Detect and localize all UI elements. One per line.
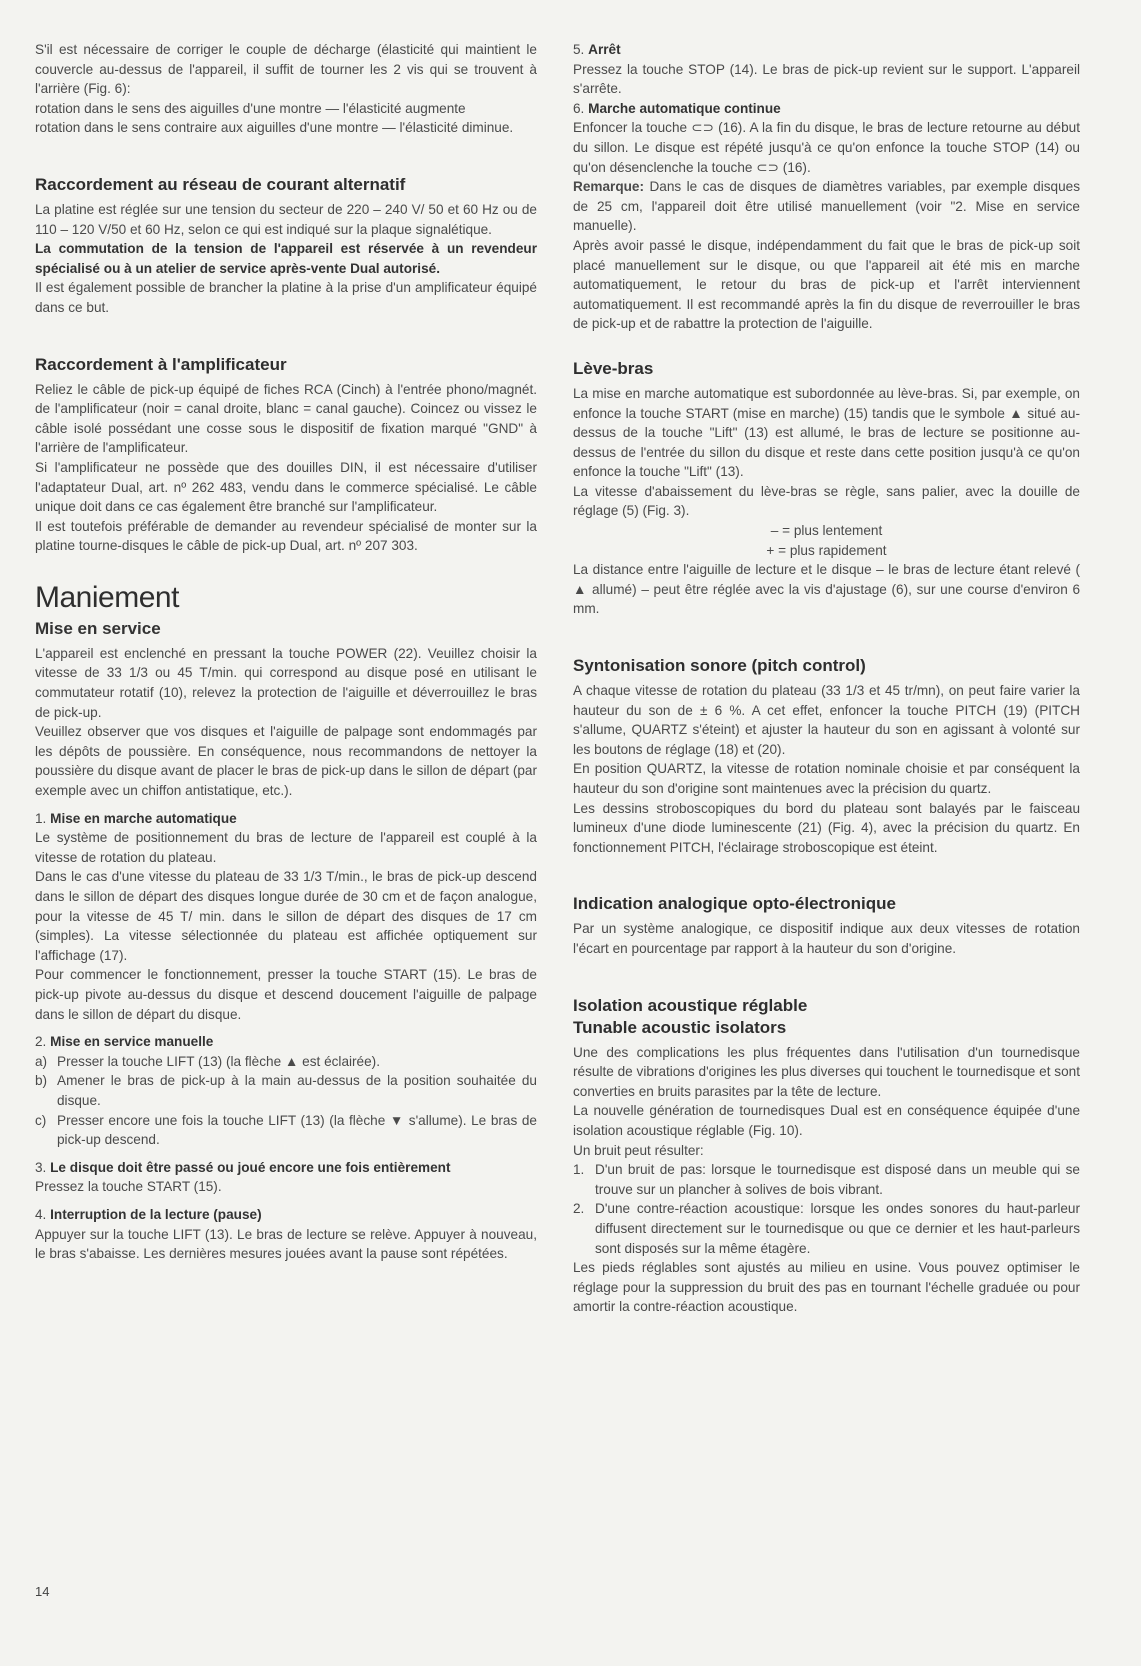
heading-maniement: Maniement [35, 580, 179, 614]
step-3-heading: 3. Le disque doit être passé ou joué encore une fois entièrement [35, 1159, 451, 1175]
ampli-paragraph-2: Si l'amplificateur ne possède que des douilles DIN, il est nécessaire d'utiliser l'adaptateur Dual, art. nº 262 483, vendu dans le commerce spécialisé. Le câble unique doit dans ce cas également être branché sur l'amplificateur. [35, 459, 537, 515]
leve-paragraph-1: La mise en marche automatique est subordonnée au lève-bras. Si, par exemple, on enfonce la touche START (mise en marche) (15) tandis que le symbole ▲ situé au-dessus de la touche "Lift" (13) est allumé, le bras de lecture se positionne au-dessus de l'entrée du sillon du disque et reste dans cette position jusqu'à ce qu'on enfonce la touche "Lift" (13). [573, 385, 1080, 480]
isolation-paragraph-4: Les pieds réglables sont ajustés au milieu en usine. Vous pouvez optimiser le réglage pour la suppression du bruit des pas en tournant l'échelle graduée ou pour amortir la contre-réaction acoustique. [573, 1260, 1080, 1315]
pitch-paragraph-1: A chaque vitesse de rotation du plateau (33 1/3 et 45 tr/mn), on peut faire varier la hauteur du son de ± 6 %. A cet effet, enfoncer la touche PITCH (19) (PITCH s'allume, QUARTZ s'éteint) et ajuster la hauteur du son en agissant à volonté sur les boutons de réglage (18) et (20). [573, 683, 1080, 757]
section-title-leve-bras: Lève-bras [573, 358, 654, 378]
step-5-heading: 5. Arrêt [573, 42, 621, 57]
maniement-paragraph-2: Veuillez observer que vos disques et l'aiguille de palpage sont endommagés par les dépôts de poussière. En conséquence, nous recommandons de nettoyer la poussière du disque avant de placer le bras de pick-up dans le sillon de départ (par exemple avec un chiffon antistatique, etc.). [35, 724, 537, 799]
reseau-paragraph-1: La platine est réglée sur une tension du secteur de 220 – 240 V/ 50 et 60 Hz ou de 110 – 120 V/50 et 60 Hz, selon ce qui est indiqué sur la plaque signalétique. [35, 201, 537, 237]
isolation-item-2: 2. D'une contre-réaction acoustique: lorsque les ondes sonores du haut-parleur diffusent directement sur le tournedisque ou que ce dernier et les haut-parleurs sont disposés sur la même étagère. [573, 1201, 1080, 1256]
pitch-paragraph-3: Les dessins stroboscopiques du bord du plateau sont balayés par le faisceau lumineux d'une diode luminescente (21) (Fig. 4), avec la précision du quartz. En fonctionnement PITCH, l'éclairage stroboscopique est éteint. [573, 800, 1080, 855]
section-title-pitch: Syntonisation sonore (pitch control) [573, 656, 866, 676]
step-5-paragraph: Pressez la touche STOP (14). Le bras de pick-up revient sur le support. L'appareil s'arrête. [573, 61, 1080, 97]
left-column [35, 40, 537, 1264]
reseau-paragraph-2: La commutation de la tension de l'appareil est réservée à un revendeur spécialisé ou à un atelier de service après-vente Dual autorisé. [35, 241, 537, 276]
intro-paragraph: S'il est nécessaire de corriger le couple de décharge (élasticité qui maintient le couvercle au-dessus de l'appareil, il suffit de tourner les 2 vis qui se trouvent à l'arrière (Fig. 6): [35, 42, 537, 97]
apres-paragraph: Après avoir passé le disque, indépendamment du fait que le bras de pick-up soit placé manuellement sur le disque, ou que l'appareil ait été mis en marche automatiquement, le retour du bras de pick-up et l'arrêt interviennent automatiquement. Il est recommandé après la fin du disque de reverrouiller le bras de pick-up et de rabattre la protection de l'aiguille. [573, 237, 1080, 332]
isolation-paragraph-3: Un bruit peut résulter: [573, 1142, 704, 1158]
isolation-item-1: 1. D'un bruit de pas: lorsque le tournedisque est disposé dans un meuble qui se trouve sur un plancher à solives de bois vibrant. [573, 1162, 1080, 1197]
ampli-paragraph-3: Il est toutefois préférable de demander au revendeur spécialisé de monter sur la platine tourne-disques le câble de pick-up Dual, art. nº 207 303. [35, 518, 537, 554]
step-1-paragraph-3: Pour commencer le fonctionnement, presser la touche START (15). Le bras de pick-up pivote au-dessus du disque et descend doucement l'aiguille de palpage dans le sillon de départ du disque. [35, 967, 537, 1022]
intro-clockwise: rotation dans le sens des aiguilles d'une montre — l'élasticité augmente [35, 100, 466, 116]
section-title-ampli: Raccordement à l'amplificateur [35, 354, 287, 374]
step-3-paragraph: Pressez la touche START (15). [35, 1179, 222, 1195]
isolation-paragraph-1: Une des complications les plus fréquentes dans l'utilisation d'un tournedisque résulte de vibrations d'origines les plus diverses qui touchent le tournedisque et sont converties en bruits parasites par la tête de lecture. [573, 1044, 1080, 1099]
step-1-paragraph-2: Dans le cas d'une vitesse du plateau de 33 1/3 T/min., le bras de pick-up descend dans le sillon de départ des disques longue durée de 30 cm et de façon analogue, pour la vitesse de 45 T/ min. dans le sillon de départ des disques de 17 cm (simples). La vitesse sélectionnée du plateau est affichée optiquement sur l'affichage (17). [35, 869, 537, 963]
reseau-paragraph-3: Il est également possible de brancher la platine à la prise d'un amplificateur équipé dans ce but. [35, 280, 537, 315]
pitch-paragraph-2: En position QUARTZ, la vitesse de rotation nominale choisie et par conséquent la hauteur du son d'origine sont maintenues avec la précision du quartz. [573, 761, 1080, 796]
section-title-indication: Indication analogique opto-électronique [573, 894, 897, 914]
right-column [573, 40, 1080, 1317]
remarque-paragraph: Remarque: Dans le cas de disques de diamètres variables, par exemple disques de 25 cm, l'appareil doit être utilisé manuellement (voir "2. Mise en service manuelle). [573, 179, 1080, 234]
step-4-paragraph: Appuyer sur la touche LIFT (13). Le bras de lecture se relève. Appuyer à nouveau, le bras s'abaisse. Les dernières mesures jouées avant la pause sont répétées. [35, 1226, 537, 1262]
section-title-isolation: Isolation acoustique réglable [573, 995, 808, 1015]
ampli-paragraph-1: Reliez le câble de pick-up équipé de fiches RCA (Cinch) à l'entrée phono/magnét. de l'amplificateur (noir = canal droite, blanc = canal gauche). Coincez ou vissez le câble isolé possédant une cosse sous le dispositif de fixation marqué "GND" à l'arrière de l'amplificateur. [35, 381, 537, 456]
indication-paragraph: Par un système analogique, ce dispositif indique aux deux vitesses de rotation l'écart en pourcentage par rapport à la hauteur du son d'origine. [573, 921, 1080, 956]
step-2-item-a: a) Presser la touche LIFT (13) (la flèche ▲ est éclairée). [35, 1053, 380, 1069]
step-2-item-c: c) Presser encore une fois la touche LIFT (13) (la flèche ▼ s'allume). Le bras de pick-up descend. [35, 1112, 537, 1148]
step-1-paragraph-1: Le système de positionnement du bras de lecture de l'appareil est couplé à la vitesse de rotation du plateau. [35, 830, 537, 865]
step-2-heading: 2. Mise en service manuelle [35, 1034, 214, 1050]
leve-paragraph-2: La vitesse d'abaissement du lève-bras se règle, sans palier, avec la douille de réglage (5) (Fig. 3). [573, 483, 1080, 519]
section-title-isolation-en: Tunable acoustic isolators [573, 1017, 787, 1037]
subheading-mise-en-service: Mise en service [35, 618, 161, 638]
leve-paragraph-3: La distance entre l'aiguille de lecture et le disque – le bras de lecture étant relevé ( ▲ allumé) – peut être réglée avec la vis d'ajustage (6), sur une course d'environ 6 mm. [573, 562, 1080, 617]
section-title-reseau: Raccordement au réseau de courant alternatif [35, 174, 406, 194]
step-6-heading: 6. Marche automatique continue [573, 100, 781, 116]
step-6-paragraph: Enfoncer la touche ⊂⊃ (16). A la fin du disque, le bras de lecture retourne au début du sillon. Le disque est répété jusqu'à ce qu'on enfonce la touche STOP (14) ou qu'on désenclenche la touche ⊂⊃ (16). [573, 120, 1080, 175]
step-4-heading: 4. Interruption de la lecture (pause) [35, 1206, 262, 1222]
step-1-heading: 1. Mise en marche automatique [35, 810, 237, 826]
page-number: 14 [35, 1584, 50, 1599]
intro-counterclockwise: rotation dans le sens contraire aux aiguilles d'une montre — l'élasticité diminue. [35, 120, 514, 136]
step-2-item-b: b) Amener le bras de pick-up à la main au-dessus de la position souhaitée du disque. [35, 1073, 537, 1108]
isolation-paragraph-2: La nouvelle génération de tournedisques Dual est en conséquence équipée d'une isolation acoustique réglable (Fig. 10). [573, 1103, 1080, 1138]
leve-plus-line: + = plus rapidement [766, 542, 887, 558]
leve-minus-line: – = plus lentement [770, 523, 883, 539]
maniement-paragraph-1: L'appareil est enclenché en pressant la touche POWER (22). Veuillez choisir la vitesse de 33 1/3 ou 45 T/min. qui correspond au disque posé en utilisant le commutateur rotatif (10), relevez la protection de l'aiguille et déverrouillez le bras de pick-up. [35, 645, 537, 720]
